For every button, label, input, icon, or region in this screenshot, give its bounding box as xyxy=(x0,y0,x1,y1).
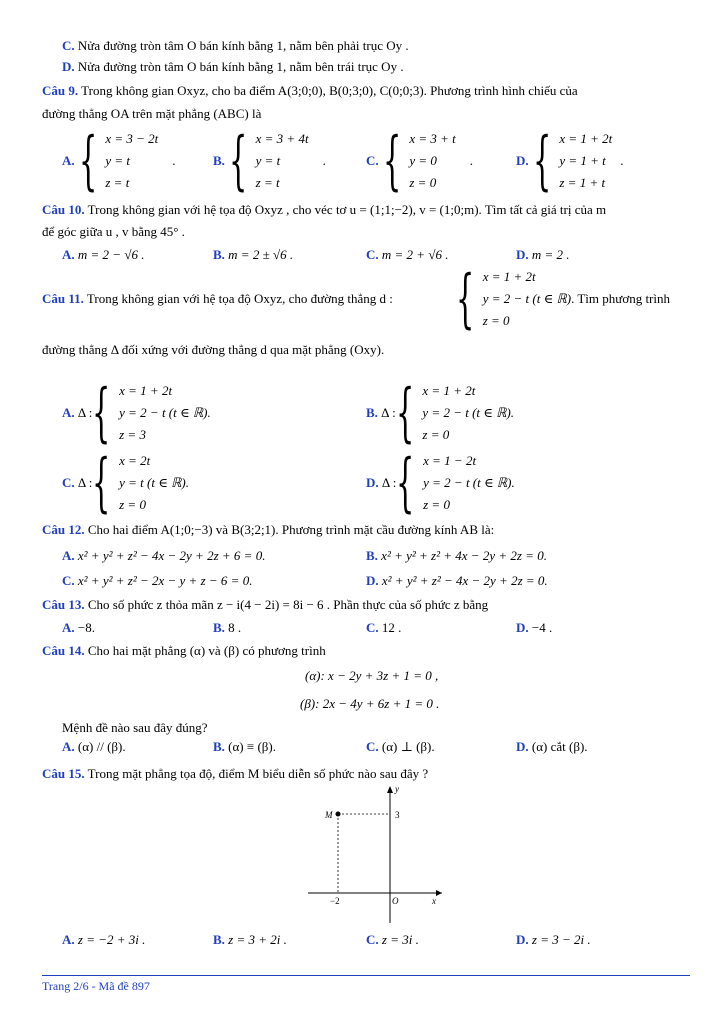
page-footer: Trang 2/6 - Mã đề 897 xyxy=(42,979,150,993)
q12-option-b: B. x² + y² + z² + 4x − 2y + 2z = 0. xyxy=(366,548,547,563)
q10-option-a: A. m = 2 − √6 . xyxy=(62,247,145,262)
q12-stem: Câu 12. Cho hai điểm A(1;0;−3) và B(3;2;1). Phương trình mặt cầu đường kính AB là: xyxy=(42,522,495,537)
q13-stem: Câu 13. Cho số phức z thỏa mãn z − i(4 − 2i) = 8i − 6 . Phần thực của số phức z bằng xyxy=(42,597,489,612)
q14-eq-beta: (β): 2x − 4y + 6z + 1 = 0 . xyxy=(300,696,440,711)
q11-stem-line1: Câu 11. Trong không gian với hệ tọa độ Oxyz, cho đường thẳng d : xyxy=(42,291,393,306)
q9-option-a: A. { x = 3 − 2t y = t z = t . xyxy=(62,124,176,198)
q13-option-b: B. 8 . xyxy=(213,620,242,635)
q14-option-b: B. (α) ≡ (β). xyxy=(213,739,276,754)
q10-option-c: C. m = 2 + √6 . xyxy=(366,247,449,262)
q9-stem-line2: đường thẳng OA trên mặt phẳng (ABC) là xyxy=(42,106,262,121)
q14-option-c: C. (α) ⊥ (β). xyxy=(366,739,435,754)
y-tick-label: 3 xyxy=(395,810,400,820)
q14-option-d: D. (α) cắt (β). xyxy=(516,739,588,754)
q11-option-a: A. Δ : { x = 1 + 2t y = 2 − t (t ∈ ℝ). z = 3 xyxy=(62,376,211,450)
q12-option-a: A. x² + y² + z² − 4x − 2y + 2z + 6 = 0. xyxy=(62,548,266,563)
q11-line-d-system: { x = 1 + 2t y = 2 − t (t ∈ ℝ) z = 0 . Tìm phương trình xyxy=(456,262,670,336)
q10-option-d: D. m = 2 . xyxy=(516,247,570,262)
q8-option-c: C. Nửa đường tròn tâm O bán kính bằng 1, nằm bên phải trục Oy . xyxy=(62,38,409,53)
q11-option-c: C. Δ : { x = 2t y = t (t ∈ ℝ). z = 0 xyxy=(62,446,189,520)
y-axis-arrow-icon xyxy=(387,786,393,793)
q15-coordinate-graph xyxy=(300,778,450,928)
q11-option-b: B. Δ : { x = 1 + 2t y = 2 − t (t ∈ ℝ). z = 0 xyxy=(366,376,515,450)
q8-option-d: D. Nửa đường tròn tâm O bán kính bằng 1, nằm bên trái trục Oy . xyxy=(62,59,404,74)
q11-option-d: D. Δ : { x = 1 − 2t y = 2 − t (t ∈ ℝ). z = 0 xyxy=(366,446,515,520)
q14-prompt: Mệnh đề nào sau đây đúng? xyxy=(62,720,208,735)
point-m-label: M xyxy=(325,810,333,820)
q15-option-b: B. z = 3 + 2i . xyxy=(213,932,287,947)
q14-eq-alpha: (α): x − 2y + 3z + 1 = 0 , xyxy=(305,668,439,683)
footer-rule xyxy=(42,975,690,976)
q10-stem-line2: để góc giữa u , v bằng 45° . xyxy=(42,224,185,239)
q9-option-b: B. { x = 3 + 4t y = t z = t . xyxy=(213,124,326,198)
q9-option-c: C. { x = 3 + t y = 0 z = 0 . xyxy=(366,124,474,198)
q15-stem: Câu 15. Trong mặt phẳng tọa độ, điểm M biểu diễn số phức nào sau đây ? xyxy=(42,766,429,781)
q9-stem-line1: Câu 9. Trong không gian Oxyz, cho ba điểm A(3;0;0), B(0;3;0), C(0;0;3). Phương trình hình chiếu của xyxy=(42,83,578,98)
q15-option-a: A. z = −2 + 3i . xyxy=(62,932,146,947)
q15-option-d: D. z = 3 − 2i . xyxy=(516,932,591,947)
origin-label: O xyxy=(392,896,399,906)
q10-option-b: B. m = 2 ± √6 . xyxy=(213,247,294,262)
q14-stem: Câu 14. Cho hai mặt phẳng (α) và (β) có phương trình xyxy=(42,643,326,658)
x-axis-label: x xyxy=(432,896,436,906)
q10-stem-line1: Câu 10. Trong không gian với hệ tọa độ Oxyz , cho véc tơ u = (1;1;−2), v = (1;0;m). Tìm tất cả giá trị của m xyxy=(42,202,607,217)
q9-option-d: D. { x = 1 + 2t y = 1 + t z = 1 + t . xyxy=(516,124,624,198)
q11-stem-line2: đường thẳng Δ đối xứng với đường thẳng d qua mặt phẳng (Oxy). xyxy=(42,342,385,357)
q12-option-c: C. x² + y² + z² − 2x − y + z − 6 = 0. xyxy=(62,573,253,588)
point-m xyxy=(336,812,341,817)
q14-option-a: A. (α) // (β). xyxy=(62,739,126,754)
q12-option-d: D. x² + y² + z² − 4x − 2y + 2z = 0. xyxy=(366,573,548,588)
x-axis-arrow-icon xyxy=(436,890,442,896)
q15-option-c: C. z = 3i . xyxy=(366,932,419,947)
y-axis-label: y xyxy=(395,784,399,794)
q13-option-a: A. −8. xyxy=(62,620,95,635)
q13-option-d: D. −4 . xyxy=(516,620,553,635)
q13-option-c: C. 12 . xyxy=(366,620,402,635)
x-tick-label: −2 xyxy=(330,896,340,906)
